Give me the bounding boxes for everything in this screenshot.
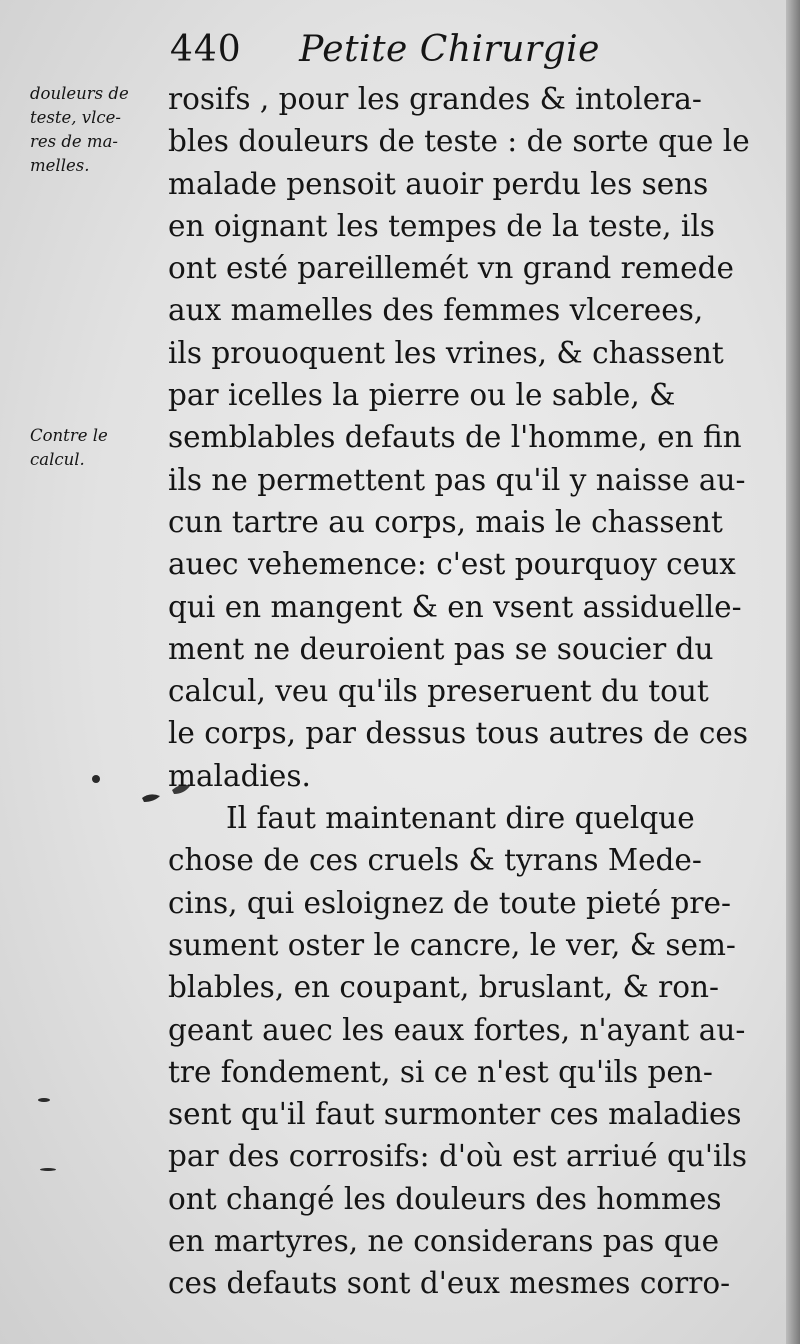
text-line: par icelles la pierre ou le sable, & xyxy=(168,378,676,413)
margin-note-calculus xyxy=(30,424,160,472)
text-line: chose de ces cruels & tyrans Mede- xyxy=(168,843,702,878)
text-line: maladies. xyxy=(168,758,311,793)
text-line: semblables defauts de l'homme, en fin xyxy=(168,420,742,455)
text-line: qui en mangent & en vsent assiduelle- xyxy=(168,589,742,624)
text-line: ment ne deuroient pas se soucier du xyxy=(168,631,714,666)
text-line: ont changé les douleurs des hommes xyxy=(168,1181,722,1216)
text-line: ont esté pareillemét vn grand remede xyxy=(168,251,734,286)
ink-spot xyxy=(92,775,100,783)
margin-note-line: calcul. xyxy=(30,450,85,469)
text-line: ces defauts sont d'eux mesmes corro- xyxy=(168,1266,731,1301)
text-line: ils prouoquent les vrines, & chassent xyxy=(168,335,724,370)
text-line: calcul, veu qu'ils preseruent du tout xyxy=(168,674,709,709)
text-line: Il faut maintenant dire quelque xyxy=(226,801,695,836)
margin-note-line: res de ma- xyxy=(30,132,118,151)
margin-note-headaches xyxy=(30,82,160,178)
text-line: sent qu'il faut surmonter ces maladies xyxy=(168,1097,742,1132)
page-gutter-shadow xyxy=(786,0,800,1344)
text-line: malade pensoit auoir perdu les sens xyxy=(168,166,709,201)
page-number: 440 xyxy=(170,29,242,70)
margin-note-line: teste, vlce- xyxy=(30,108,121,127)
text-line: geant auec les eaux fortes, n'ayant au- xyxy=(168,1012,746,1047)
margin-note-line: douleurs de xyxy=(30,84,129,103)
text-line: tre fondement, si ce n'est qu'ils pen- xyxy=(168,1054,713,1089)
margin-note-line: melles. xyxy=(30,156,90,175)
text-line: en oignant les tempes de la teste, ils xyxy=(168,208,715,243)
text-line: aux mamelles des femmes vlcerees, xyxy=(168,293,704,328)
text-line: par des corrosifs: d'où est arriué qu'ils xyxy=(168,1139,748,1174)
text-line: sument oster le cancre, le ver, & sem- xyxy=(168,927,736,962)
ink-spot xyxy=(38,1098,50,1102)
text-line: cun tartre au corps, mais le chassent xyxy=(168,504,723,539)
text-line: ils ne permettent pas qu'il y naisse au- xyxy=(168,462,746,497)
text-line: le corps, par dessus tous autres de ces xyxy=(168,716,749,751)
text-line: bles douleurs de teste : de sorte que le xyxy=(168,124,750,159)
margin-note-line: Contre le xyxy=(30,426,108,445)
ink-spot xyxy=(40,1168,56,1171)
text-line: cins, qui esloignez de toute pieté pre- xyxy=(168,885,731,920)
page-header xyxy=(170,22,600,78)
body-text xyxy=(168,78,748,1305)
running-title: Petite Chirurgie xyxy=(299,29,600,70)
text-line: blables, en coupant, bruslant, & ron- xyxy=(168,970,719,1005)
text-line: auec vehemence: c'est pourquoy ceux xyxy=(168,547,736,582)
text-line: en martyres, ne considerans pas que xyxy=(168,1224,720,1259)
text-line: rosifs , pour les grandes & intolera- xyxy=(168,82,702,116)
